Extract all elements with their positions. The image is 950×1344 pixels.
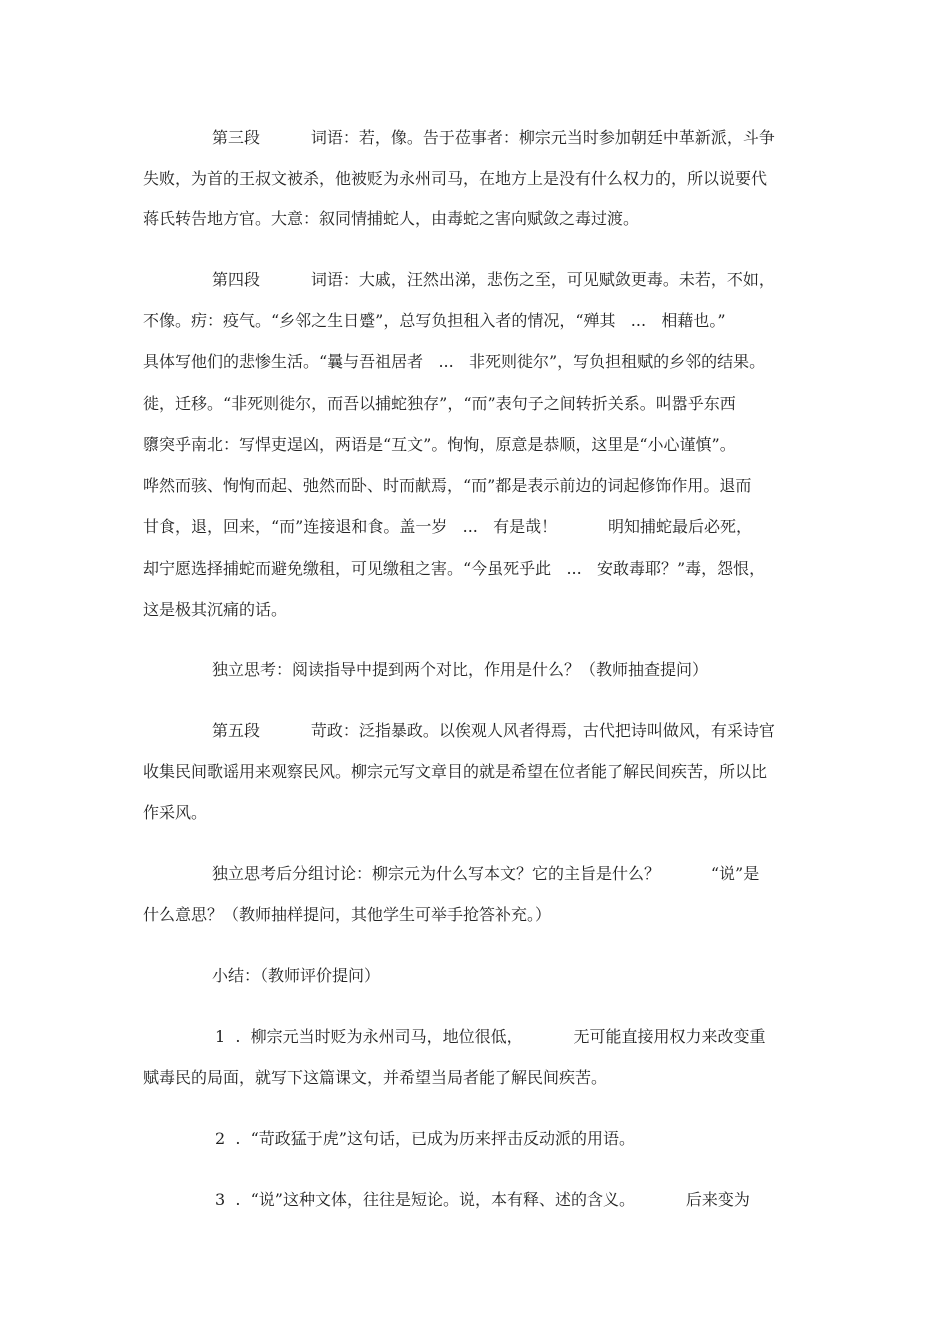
summary-item-1-line-1: 1 . 柳宗元当时贬为永州司马，地位很低， 无可能直接用权力来改变重 [215,1027,766,1046]
summary-item-2: 2 . “苛政猛于虎”这句话，已成为历来抨击反动派的用语。 [215,1129,635,1148]
paragraph-4-line-6: 哗然而骇、恂恂而起、弛然而卧、时而献焉，“而”都是表示前边的词起修饰作用。退而 [143,476,752,495]
paragraph-5-line-2: 收集民间歌谣用来观察民风。柳宗元写文章目的就是希望在位者能了解民间疾苦，所以比 [143,762,768,781]
paragraph-3-line-2: 失败，为首的王叔文被杀，他被贬为永州司马，在地方上是没有什么权力的，所以说要代 [143,169,768,188]
paragraph-4-line-2: 不像。疠：疫气。“乡邻之生日蹙”，总写负担租入者的情况，“殚其 ... 相藉也。” [143,311,726,330]
summary-heading: 小结：（教师评价提问） [212,966,381,985]
paragraph-5-line-1: 第五段 苛政：泛指暴政。以俟观人风者得焉，古代把诗叫做风，有采诗官 [212,721,775,740]
group-discussion-line-2: 什么意思？（教师抽样提问，其他学生可举手抢答补充。） [143,905,552,924]
paragraph-4-line-3: 具体写他们的悲惨生活。“曩与吾祖居者 ... 非死则徙尔”，写负担租赋的乡邻的结果。 [143,352,766,371]
paragraph-4-line-8: 却宁愿选择捕蛇而避免缴租，可见缴租之害。“今虽死乎此 ... 安敢毒耶？”毒，怨恨， [143,559,766,578]
paragraph-3-line-3: 蒋氏转告地方官。大意：叙同情捕蛇人，由毒蛇之害向赋敛之毒过渡。 [143,209,640,228]
group-discussion-line-1: 独立思考后分组讨论：柳宗元为什么写本文？它的主旨是什么？ “说”是 [212,864,760,883]
paragraph-4-line-9: 这是极其沉痛的话。 [143,600,288,619]
paragraph-4-line-5: 隳突乎南北：写悍吏逞凶，两语是“互文”。恂恂，原意是恭顺，这里是“小心谨慎”。 [143,435,736,454]
paragraph-4-line-7: 甘食，退，回来，“而”连接退和食。盖一岁 ... 有是哉！ 明知捕蛇最后必死， [143,517,752,536]
paragraph-4-line-1: 第四段 词语：大戚，汪然出涕，悲伤之至，可见赋敛更毒。未若，不如， [212,270,775,289]
paragraph-4-line-4: 徙，迁移。“非死则徙尔，而吾以捕蛇独存”，“而”表句子之间转折关系。叫嚣乎东西 [143,394,736,413]
paragraph-3-line-1: 第三段 词语：若，像。告于莅事者：柳宗元当时参加朝廷中革新派，斗争 [212,128,775,147]
independent-thinking-line: 独立思考：阅读指导中提到两个对比，作用是什么？（教师抽查提问） [212,660,709,679]
summary-item-3: 3 . “说”这种文体，往往是短论。说，本有释、述的含义。 后来变为 [215,1190,750,1209]
summary-item-1-line-2: 赋毒民的局面，就写下这篇课文，并希望当局者能了解民间疾苦。 [143,1068,608,1087]
paragraph-5-line-3: 作采风。 [143,803,208,822]
